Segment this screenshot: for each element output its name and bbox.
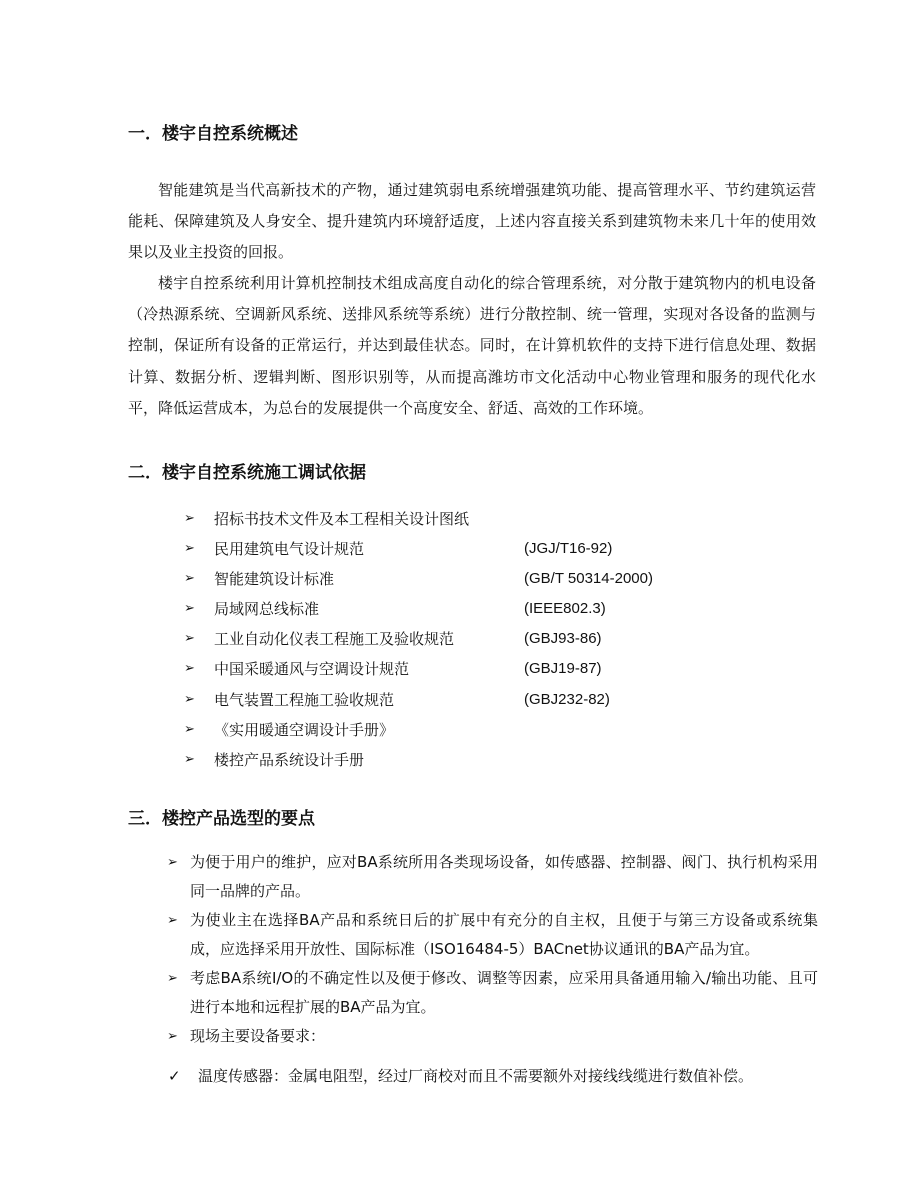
- standard-label: 招标书技术文件及本工程相关设计图纸: [214, 510, 470, 528]
- standard-label: 中国采暖通风与空调设计规范: [214, 660, 410, 679]
- section1-heading: 一．楼宇自控系统概述: [128, 124, 298, 144]
- standard-code: (IEEE802.3): [524, 600, 606, 618]
- list-item: [0, 848, 920, 906]
- standard-code: (GBJ93-86): [524, 630, 602, 648]
- standard-label: 智能建筑设计标准: [214, 570, 335, 589]
- section1-paragraph-2: 楼宇自控系统利用计算机控制技术组成高度自动化的综合管理系统，对分散于建筑物内的机电设备（冷热源系统、空调新风系统、送排风系统等系统）进行分散控制、统一管理，实现对各设备的监测与控制，保证所有设备的正常运行，并达到最佳状态。同时，在计算机软件的支持下进行信息处理、数据计算、数据分析、逻辑判断、图形识别等，从而提高潍坊市文化活动中心物业管理和服务的现代化水平，降低运营成本，为总台的发展提供一个高度安全、舒适、高效的工作环境。: [128, 274, 816, 417]
- point-text: 为便于用户的维护，应对BA系统所用各类现场设备，如传感器、控制器、阀门、执行机构采用同一品牌的产品。: [190, 853, 818, 900]
- section3-heading: 三．楼控产品选型的要点: [128, 809, 315, 829]
- selection-points-list: [0, 848, 920, 1051]
- standard-label: 楼控产品系统设计手册: [214, 750, 365, 769]
- arrow-bullet-icon: ➢: [167, 971, 178, 986]
- list-item: [0, 906, 920, 964]
- list-item: [0, 964, 920, 1022]
- arrow-bullet-icon: ➢: [184, 601, 195, 617]
- arrow-bullet-icon: ➢: [184, 631, 195, 647]
- standard-label: 局域网总线标准: [214, 600, 320, 619]
- arrow-bullet-icon: ➢: [184, 511, 195, 526]
- arrow-bullet-icon: ➢: [184, 571, 195, 587]
- section1-paragraph-1: 智能建筑是当代高新技术的产物，通过建筑弱电系统增强建筑功能、提高管理水平、节约建筑运营能耗、保障建筑及人身安全、提升建筑内环境舒适度，上述内容直接关系到建筑物未来几十年的使用效果以及业主投资的回报。: [128, 181, 816, 262]
- arrow-bullet-icon: ➢: [184, 661, 195, 677]
- arrow-bullet-icon: ➢: [184, 691, 195, 707]
- standard-code: (GBJ232-82): [524, 690, 610, 708]
- list-item: [0, 1022, 920, 1051]
- standard-label: 《实用暖通空调设计手册》: [214, 720, 395, 739]
- point-text: 现场主要设备要求：: [190, 1027, 326, 1045]
- arrow-bullet-icon: ➢: [184, 721, 195, 737]
- sensor-requirement: [168, 1064, 753, 1088]
- check-icon: ✓: [168, 1067, 181, 1085]
- standard-code: (GB/T 50314-2000): [524, 570, 653, 588]
- standard-label: 工业自动化仪表工程施工及验收规范: [214, 630, 455, 649]
- arrow-bullet-icon: ➢: [167, 855, 178, 870]
- sensor-requirement-text: 温度传感器：金属电阻型，经过厂商校对而且不需要额外对接线线缆进行数值补偿。: [198, 1067, 754, 1085]
- arrow-bullet-icon: ➢: [167, 1029, 178, 1044]
- arrow-bullet-icon: ➢: [184, 541, 195, 557]
- standard-label: 电气装置工程施工验收规范: [214, 690, 395, 709]
- arrow-bullet-icon: ➢: [167, 913, 178, 928]
- standard-code: (GBJ19-87): [524, 660, 602, 678]
- section2-heading: 二．楼宇自控系统施工调试依据: [128, 463, 366, 483]
- point-text: 考虑BA系统I/O的不确定性以及便于修改、调整等因素，应采用具备通用输入/输出功能、且可进行本地和远程扩展的BA产品为宜。: [190, 969, 818, 1016]
- point-text: 为使业主在选择BA产品和系统日后的扩展中有充分的自主权，且便于与第三方设备或系统集成，应选择采用开放性、国际标准（ISO16484-5）BACnet协议通讯的BA产品为宜。: [190, 911, 818, 958]
- arrow-bullet-icon: ➢: [184, 751, 195, 767]
- standard-code: (JGJ/T16-92): [524, 540, 613, 558]
- standard-label: 民用建筑电气设计规范: [214, 540, 365, 559]
